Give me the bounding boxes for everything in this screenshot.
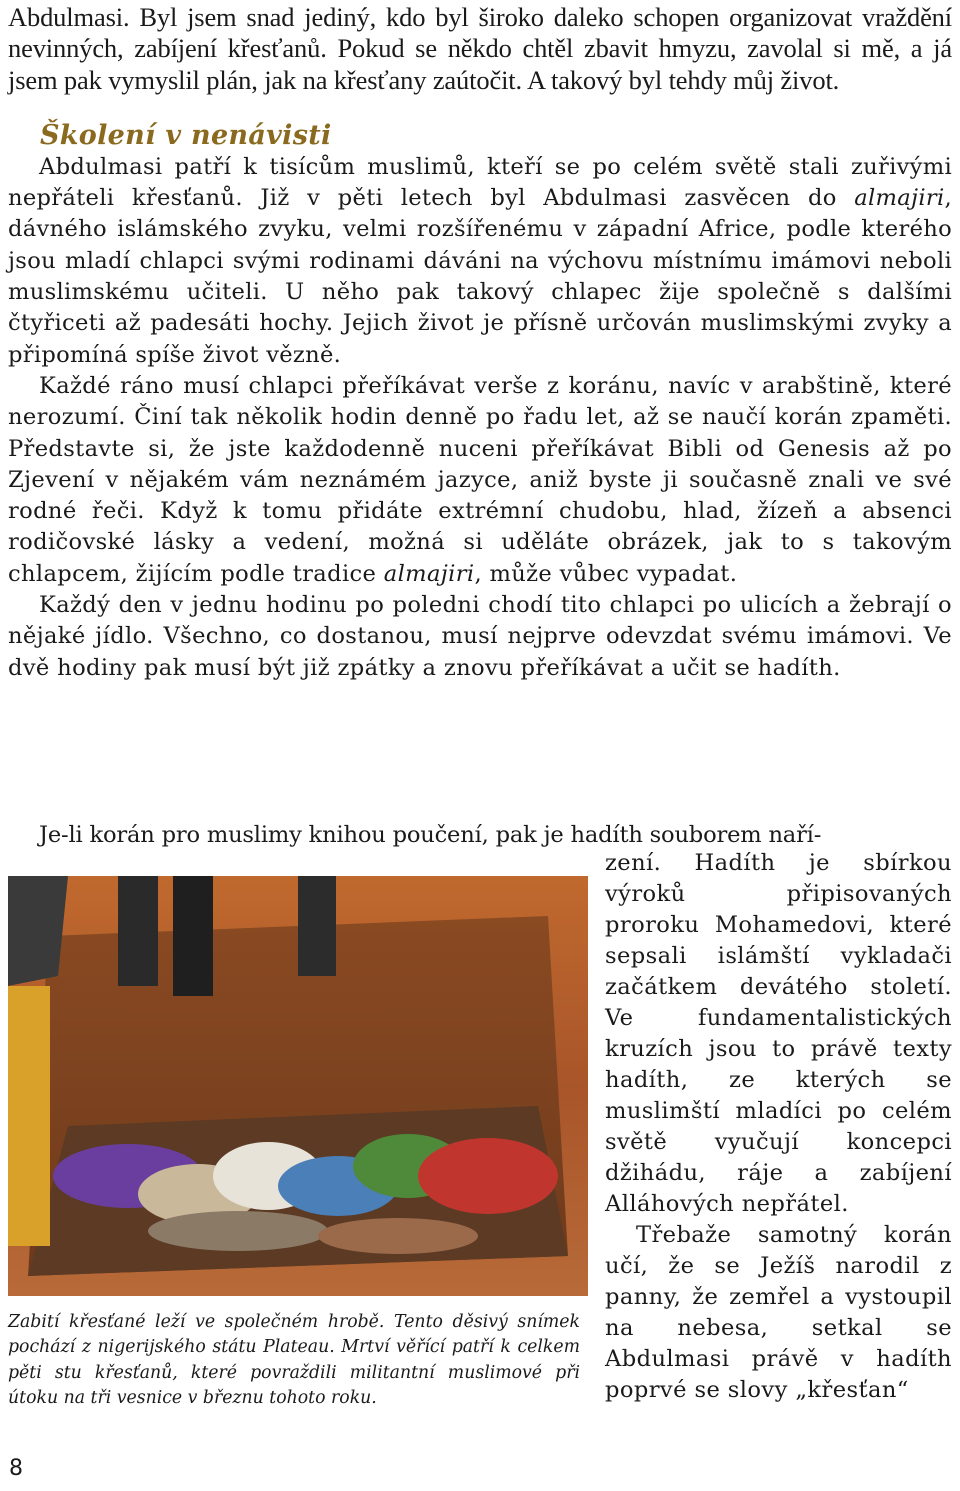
column-paragraph-1: zení. Hadíth je sbírkou výroků připisovaných proroku Mohamedovi, které sepsali islámští vykladači začátkem devátého století. Ve fundamentalistických kruzích jsou to právě texty hadíth, ze kterých se muslimští mladíci po celém světě vyučují koncepci džihádu, ráje a zabíjení Alláhových nepřátel. [605,850,952,1217]
paragraph-3: Každý den v jednu hodinu po poledni chodí tito chlapci po ulicích a žebrají o nějaké jídlo. Všechno, co dostanou, musí nejprve odevzdat svému imámovi. Ve dvě hodiny pak musí být již zpátky a znovu přeříkávat a učit se hadíth. [8,592,952,681]
paragraph-2 [8,371,952,590]
lower-section [8,820,952,1408]
right-text-column [605,848,952,1406]
paragraph-1 [8,152,952,371]
article-body [8,2,952,684]
paragraph-2-text-a: Každé ráno musí chlapci přeříkávat verše z koránu, navíc v arabštině, které nerozumí. Činí tak několik hodin denně po řadu let, až se naučí korán zpaměti. Představte si, že jste každodenně nuceni přeříkávat Bibli od Genesis až po Zjevení v nějakém vám neznámém jazyce, aniž byste ji současně znali ve své rodné řeči. Když k tomu přidáte extrémní chudobu, hlad, žízeň a absenci rodičovské lásky a vedení, možná si uděláte obrázek, jak to s takovým chlapcem, žijícím podle tradice [8,372,952,587]
page-number: 8 [9,1456,23,1481]
mass-grave-photo [8,876,588,1296]
paragraph-2-text-b: , může vůbec vypadat. [474,560,738,587]
column-paragraph-2: Třebaže samotný korán učí, že se Ježíš narodil z panny, že zemřel a vystoupil na nebesa, setkal se Abdulmasi právě v hadíth poprvé se slovy „křesťan“ [605,1222,952,1403]
paragraph-1-text-b: , dávného islámského zvyku, velmi rozšířenému v západní Africe, podle kterého jsou mladí chlapci svými rodinami dáváni na výchovu místnímu imámovi neboli muslimskému učiteli. U něho pak takový chlapec žije společně s dalšími čtyřiceti až padesáti hochy. Jejich život je přísně určován muslimskými zvyky a připomíná spíše život vězně. [8,185,952,368]
photo-caption: Zabití křesťané leží ve společném hrobě. Tento děsivý snímek pochází z nigerijského státu Plateau. Mrtví věřící patří k celkem pěti stu křesťanů, které povraždili militantní muslimové při útoku na tři vesnice v březnu tohoto roku. [8,1312,580,1408]
section-heading: Školení v nenávisti [40,119,332,151]
photo-figure [8,876,588,1441]
paragraph-1-emphasis: almajiri [854,185,945,212]
paragraph-1-text-a: Abdulmasi patří k tisícům muslimů, kteří se po celém světě stali zuřivými nepřáteli křesťanů. Již v pěti letech byl Abdulmasi zasvěcen do [8,153,952,212]
paragraph-2-emphasis: almajiri [383,560,475,587]
intro-paragraph: Abdulmasi. Byl jsem snad jediný, kdo byl široko daleko schopen organizovat vraždění nevinných, zabíjení křesťanů. Pokud se někdo chtěl zbavit hmyzu, zavolal si mě, a já jsem pak vymyslil plán, jak na křesťany zaútočit. A takový byl tehdy můj život. [8,2,952,95]
paragraph-4-first-line: Je-li korán pro muslimy knihou poučení, pak je hadíth souborem naří- [39,822,822,848]
